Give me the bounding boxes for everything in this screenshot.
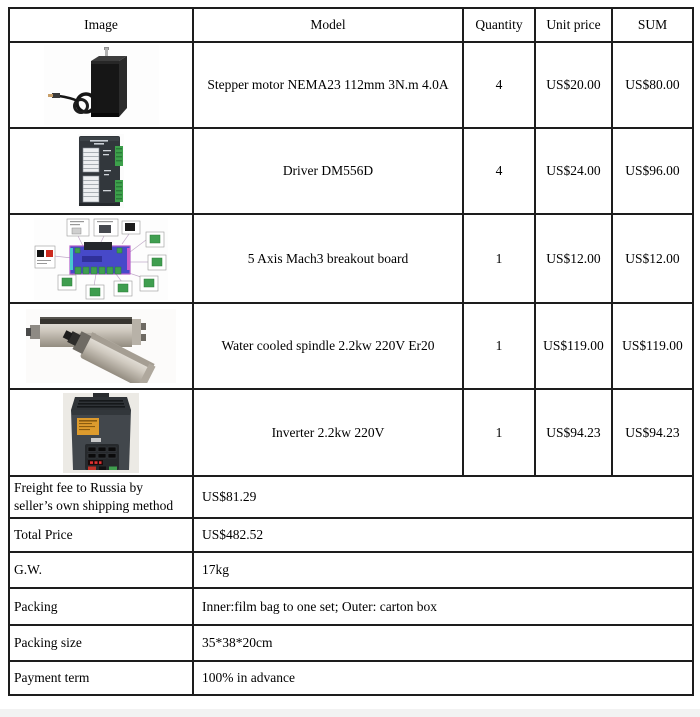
summary-value: US$482.52	[193, 518, 693, 552]
product-image-cell	[9, 128, 193, 214]
model-cell: Inverter 2.2kw 220V	[193, 389, 463, 476]
quantity-cell: 1	[463, 214, 535, 303]
model-cell: Water cooled spindle 2.2kw 220V Er20	[193, 303, 463, 389]
breakout-board-image	[34, 218, 168, 300]
unit-price-cell: US$12.00	[535, 214, 612, 303]
page-bottom-margin	[0, 709, 700, 717]
stepper-motor-image	[44, 45, 159, 125]
header-row	[9, 8, 693, 42]
summary-value: 17kg	[193, 552, 693, 588]
summary-label: Freight fee to Russia by seller’s own shipping method	[9, 476, 193, 518]
unit-price-cell: US$119.00	[535, 303, 612, 389]
product-row-spindle	[9, 303, 693, 389]
summary-row-gross-weight	[9, 552, 693, 588]
product-row-inverter	[9, 389, 693, 476]
col-header-quantity: Quantity	[463, 8, 535, 42]
summary-row-payment-term	[9, 661, 693, 695]
quantity-cell: 1	[463, 303, 535, 389]
model-cell: Stepper motor NEMA23 112mm 3N.m 4.0A	[193, 42, 463, 128]
water-cooled-spindle-image	[26, 309, 176, 383]
col-header-image: Image	[9, 8, 193, 42]
product-image-cell	[9, 303, 193, 389]
product-image-cell	[9, 389, 193, 476]
quantity-cell: 1	[463, 389, 535, 476]
product-image-cell	[9, 42, 193, 128]
col-header-sum: SUM	[612, 8, 693, 42]
sum-cell: US$119.00	[612, 303, 693, 389]
summary-row-freight	[9, 476, 693, 518]
sum-cell: US$80.00	[612, 42, 693, 128]
quantity-cell: 4	[463, 128, 535, 214]
unit-price-cell: US$24.00	[535, 128, 612, 214]
summary-value: 100% in advance	[193, 661, 693, 695]
summary-label: Packing size	[9, 625, 193, 661]
product-image-cell	[9, 214, 193, 303]
stepper-driver-image	[78, 134, 124, 208]
product-row-stepper-motor	[9, 42, 693, 128]
sum-cell: US$12.00	[612, 214, 693, 303]
unit-price-cell: US$20.00	[535, 42, 612, 128]
summary-value: US$81.29	[193, 476, 693, 518]
inverter-image	[63, 393, 139, 473]
col-header-unit-price: Unit price	[535, 8, 612, 42]
sum-cell: US$96.00	[612, 128, 693, 214]
quotation-table	[8, 7, 694, 696]
summary-value: 35*38*20cm	[193, 625, 693, 661]
summary-label: Payment term	[9, 661, 193, 695]
summary-row-packing	[9, 588, 693, 625]
model-cell: Driver DM556D	[193, 128, 463, 214]
summary-row-packing-size	[9, 625, 693, 661]
summary-row-total-price	[9, 518, 693, 552]
product-row-breakout-board	[9, 214, 693, 303]
unit-price-cell: US$94.23	[535, 389, 612, 476]
summary-label: Total Price	[9, 518, 193, 552]
summary-label: Packing	[9, 588, 193, 625]
col-header-model: Model	[193, 8, 463, 42]
summary-value: Inner:film bag to one set; Outer: carton box	[193, 588, 693, 625]
product-row-driver	[9, 128, 693, 214]
quantity-cell: 4	[463, 42, 535, 128]
sum-cell: US$94.23	[612, 389, 693, 476]
model-cell: 5 Axis Mach3 breakout board	[193, 214, 463, 303]
summary-label: G.W.	[9, 552, 193, 588]
